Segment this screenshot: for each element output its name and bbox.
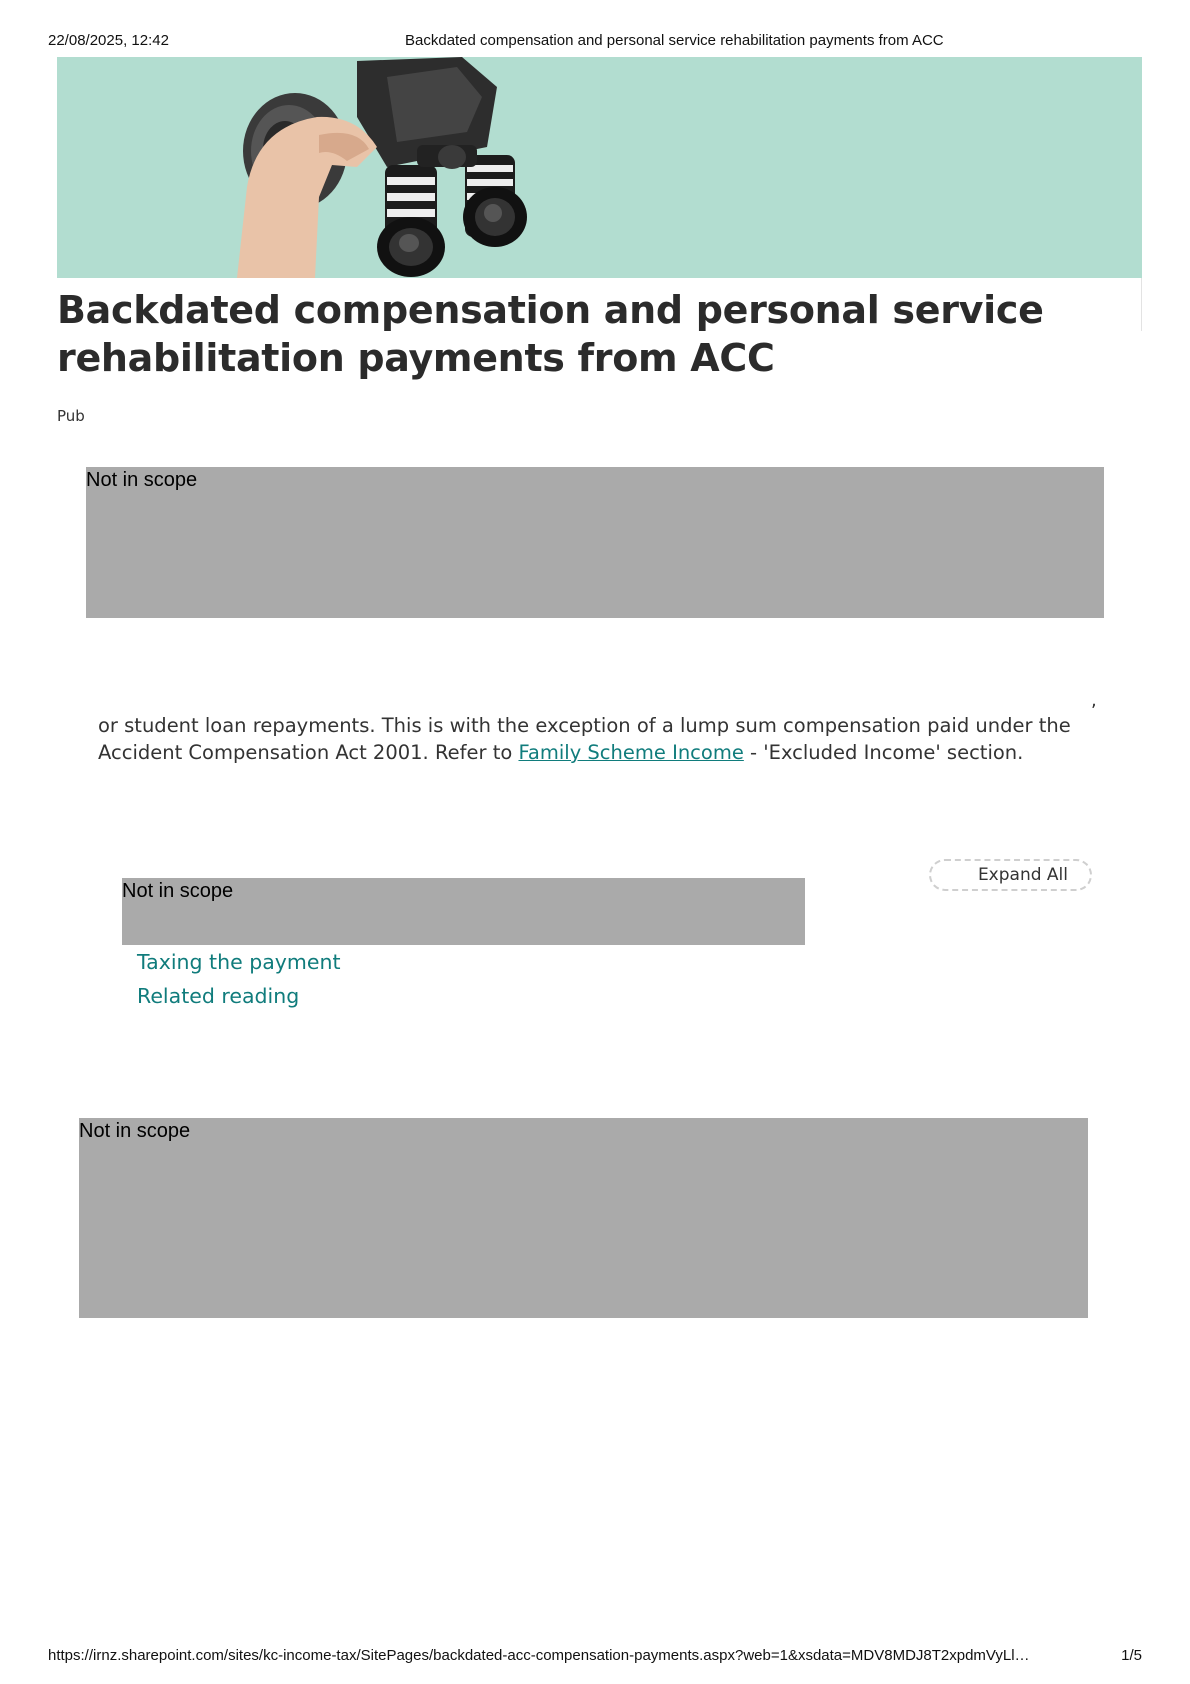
hero-banner <box>57 57 1142 278</box>
accordion-item-related-reading[interactable]: Related reading <box>137 984 300 1008</box>
redaction-box <box>122 878 805 945</box>
binoculars-image <box>57 57 1142 278</box>
body-paragraph <box>98 712 1078 766</box>
print-datetime: 22/08/2025, 12:42 <box>48 32 169 49</box>
stray-comma: , <box>1091 690 1097 711</box>
print-footer-url: https://irnz.sharepoint.com/sites/kc-income-tax/SitePages/backdated-acc-compensation-payments.aspx?web=1&xsdata=MDV8MDJ8T2xpdmVyLl… <box>48 1647 1030 1664</box>
redaction-label: Not in scope <box>122 880 234 902</box>
page-title: Backdated compensation and personal service rehabilitation payments from ACC <box>57 288 1044 380</box>
print-header-title: Backdated compensation and personal service rehabilitation payments from ACC <box>405 32 944 49</box>
body-text-before-link: or student loan repayments. This is with the exception of a lump sum compensation paid under the Accident Compensation Act 2001. Refer to <box>98 714 1071 764</box>
redaction-label: Not in scope <box>79 1120 191 1142</box>
accordion-item-taxing-the-payment[interactable]: Taxing the payment <box>137 950 341 974</box>
expand-all-button[interactable]: Expand All <box>929 859 1092 891</box>
byline: Pub <box>57 407 85 425</box>
family-scheme-income-link[interactable]: Family Scheme Income <box>518 741 744 764</box>
print-header <box>48 32 1142 52</box>
redaction-label: Not in scope <box>86 469 198 491</box>
print-footer <box>48 1647 1142 1667</box>
redaction-box <box>79 1118 1088 1318</box>
print-footer-page-number: 1/5 <box>1121 1647 1142 1664</box>
redaction-box <box>86 467 1104 618</box>
body-text-after-link: - 'Excluded Income' section. <box>743 741 1024 764</box>
